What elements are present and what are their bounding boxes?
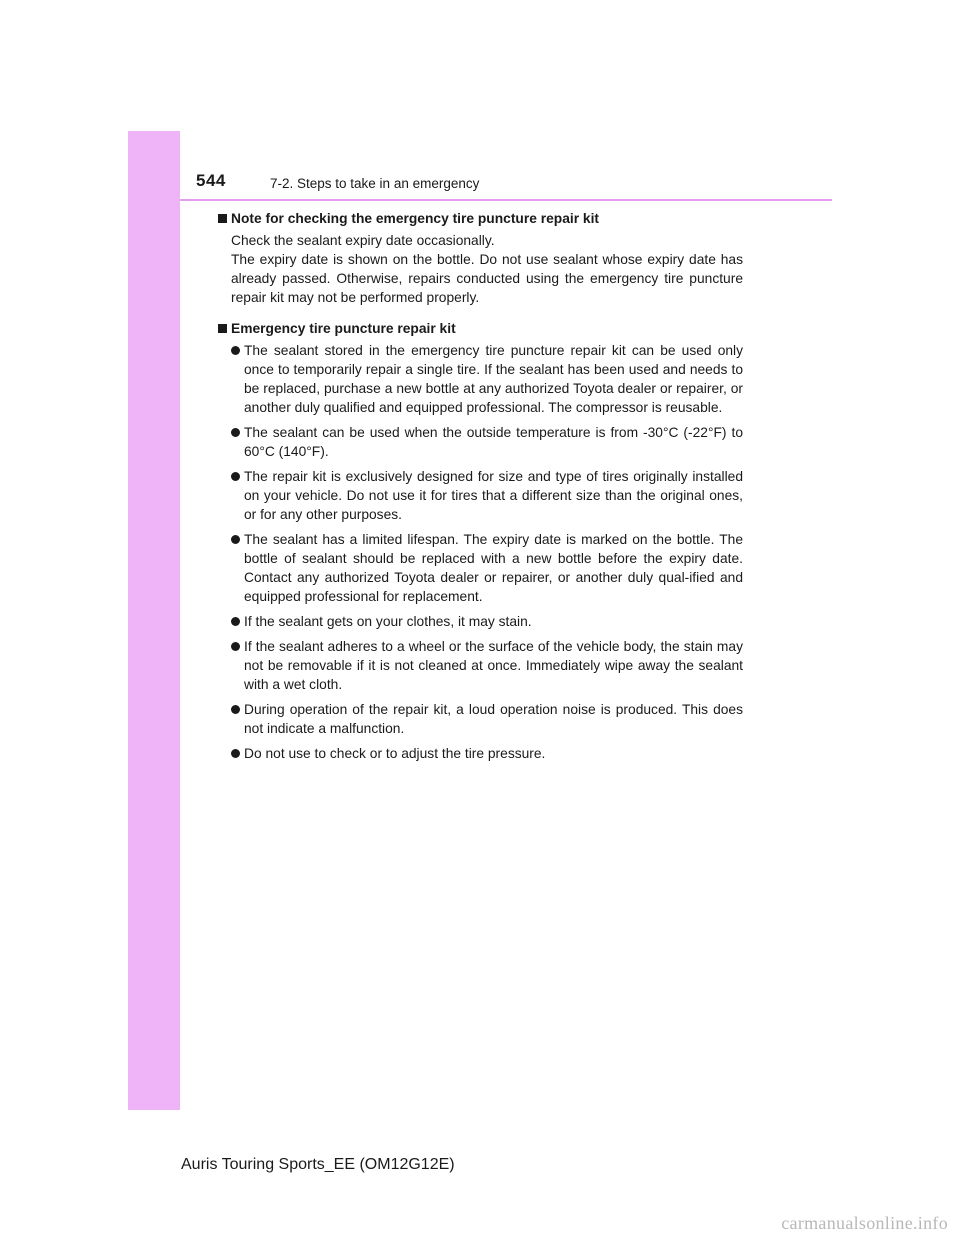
paragraph-line: The expiry date is shown on the bottle. Do not use sealant whose expiry date has already passed. Otherwise, repairs conducted using the emergency tire puncture repair kit may not be performed properly.: [231, 252, 743, 305]
list-item: The sealant stored in the emergency tire puncture repair kit can be used only once to temporarily repair a single tire. If the sealant has been used and needs to be replaced, purchase a new bottle at any authorized Toyota dealer or repairer, or another duly qualified and equipped professional. The compressor is reusable.: [231, 341, 743, 417]
bullet-dot-icon: [231, 617, 240, 626]
bullet-dot-icon: [231, 472, 240, 481]
list-item: If the sealant adheres to a wheel or the surface of the vehicle body, the stain may not be removable if it is not cleaned at once. Immediately wipe away the sealant with a wet cloth.: [231, 637, 743, 694]
bullet-dot-icon: [231, 428, 240, 437]
paragraph-line: Check the sealant expiry date occasionally.: [231, 233, 495, 248]
bullet-dot-icon: [231, 705, 240, 714]
sidebar-tab: [128, 131, 180, 1110]
section-heading-repair-kit: Emergency tire puncture repair kit: [218, 319, 743, 338]
section-heading-checking: Note for checking the emergency tire puncture repair kit: [218, 209, 743, 228]
page-number: 544: [196, 171, 226, 190]
list-item: The sealant has a limited lifespan. The expiry date is marked on the bottle. The bottle of sealant should be replaced with a new bottle before the expiry date. Contact any authorized Toyota dealer or repairer, or another duly qual-ified and equipped professional for replacement.: [231, 530, 743, 606]
list-item: During operation of the repair kit, a loud operation noise is produced. This does not indicate a malfunction.: [231, 700, 743, 738]
square-bullet-icon: [218, 324, 227, 333]
list-item: The repair kit is exclusively designed for size and type of tires originally installed on your vehicle. Do not use it for tires that a different size than the original ones, or for any other purposes.: [231, 467, 743, 524]
bullet-list: [218, 341, 743, 763]
section-title: 7-2. Steps to take in an emergency: [270, 176, 480, 191]
header-rule: [180, 199, 832, 201]
page-content: [218, 209, 743, 769]
bullet-dot-icon: [231, 535, 240, 544]
list-item: The sealant can be used when the outside temperature is from -30°C (-22°F) to 60°C (140°F).: [231, 423, 743, 461]
bullet-dot-icon: [231, 346, 240, 355]
list-item: If the sealant gets on your clothes, it may stain.: [231, 612, 743, 631]
bullet-dot-icon: [231, 749, 240, 758]
list-item: Do not use to check or to adjust the tire pressure.: [231, 744, 743, 763]
bullet-dot-icon: [231, 642, 240, 651]
footer-model-name: Auris Touring Sports_EE (OM12G12E): [181, 1156, 455, 1173]
watermark-logo: carmanualsonline.info: [781, 1213, 948, 1233]
square-bullet-icon: [218, 214, 227, 223]
section-paragraph: [231, 231, 743, 307]
